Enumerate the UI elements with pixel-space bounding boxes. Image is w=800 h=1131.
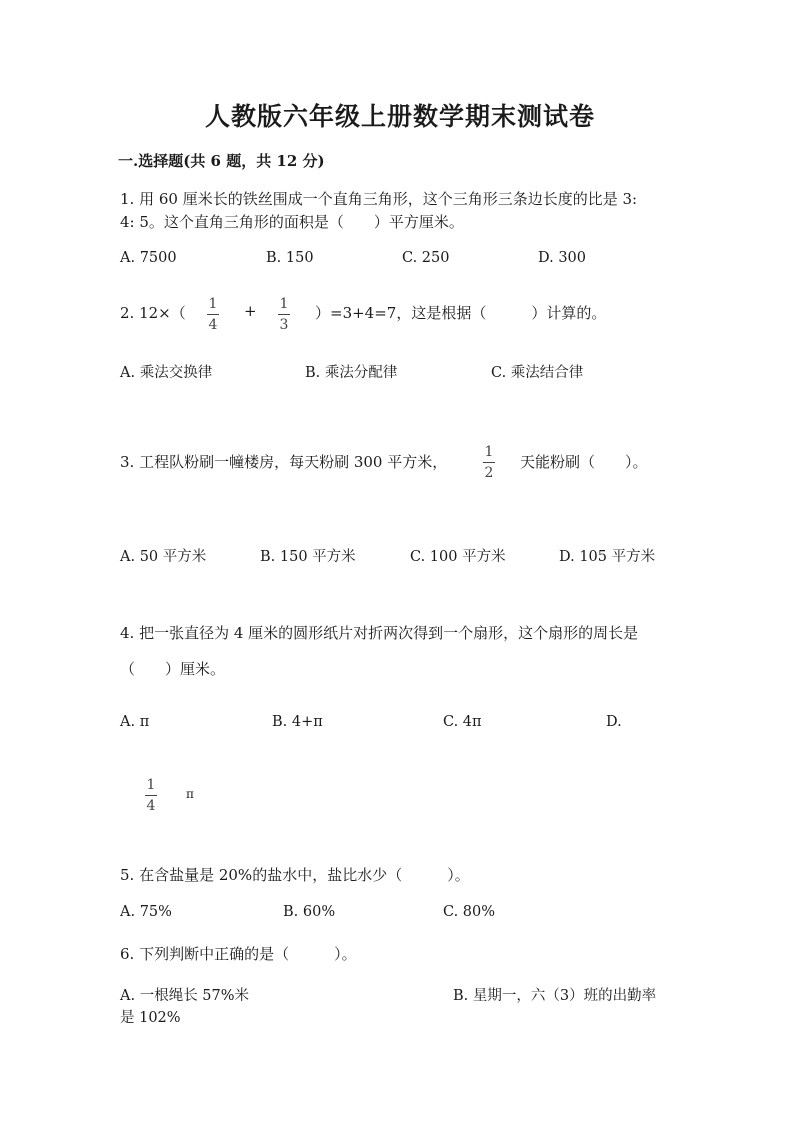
question-1-line-1: 1. 用 60 厘米长的铁丝围成一个直角三角形，这个三角形三条边长度的比是 3:: [120, 190, 638, 208]
fraction-denominator: 4: [208, 317, 218, 333]
question-1-option-b[interactable]: B. 150: [266, 250, 314, 266]
question-5-option-b[interactable]: B. 60%: [283, 904, 336, 920]
question-3-suffix: 天能粉刷（ ）。: [520, 453, 648, 471]
question-6-option-a[interactable]: A. 一根绳长 57%米: [120, 988, 250, 1004]
fraction-denominator: 3: [279, 317, 289, 333]
question-1-option-c[interactable]: C. 250: [402, 250, 450, 266]
question-6-option-b-continued: 是 102%: [120, 1010, 181, 1026]
question-4-line-1: 4. 把一张直径为 4 厘米的圆形纸片对折两次得到一个扇形，这个扇形的周长是: [120, 624, 639, 642]
question-6-text: 6. 下列判断中正确的是（ ）。: [120, 945, 357, 963]
question-1-option-d[interactable]: D. 300: [538, 250, 587, 266]
question-6-option-b[interactable]: B. 星期一，六（3）班的出勤率: [453, 988, 657, 1004]
question-4-option-d[interactable]: D.: [606, 714, 622, 730]
question-3-option-a[interactable]: A. 50 平方米: [120, 549, 207, 565]
fraction-bar: [483, 462, 495, 463]
fraction-bar: [145, 795, 157, 796]
question-1-line-2: 4: 5。这个直角三角形的面积是（ ）平方厘米。: [120, 213, 464, 231]
question-2-suffix: ）=3+4=7，这是根据（ ）计算的。: [315, 304, 607, 322]
question-3-option-d[interactable]: D. 105 平方米: [559, 549, 656, 565]
question-2-fraction-1: [207, 296, 219, 333]
fraction-numerator: 1: [146, 777, 156, 793]
question-4-option-c[interactable]: C. 4π: [443, 714, 482, 730]
fraction-bar: [207, 314, 219, 315]
question-3-option-b[interactable]: B. 150 平方米: [260, 549, 356, 565]
question-4-option-d-pi: π: [186, 787, 194, 801]
fraction-bar: [278, 314, 290, 315]
section-heading: 一.选择题(共 6 题，共 12 分): [118, 152, 325, 170]
question-5-option-a[interactable]: A. 75%: [120, 904, 172, 920]
question-2-option-a[interactable]: A. 乘法交换律: [120, 365, 213, 381]
question-2-option-c[interactable]: C. 乘法结合律: [491, 365, 584, 381]
page-title: 人教版六年级上册数学期末测试卷: [204, 102, 595, 131]
fraction-denominator: 4: [146, 798, 156, 814]
question-5-option-c[interactable]: C. 80%: [443, 904, 496, 920]
question-4-option-d-fraction: [145, 777, 157, 814]
question-2-plus: +: [244, 302, 257, 320]
question-2-fraction-2: [278, 296, 290, 333]
question-4-option-b[interactable]: B. 4+π: [272, 714, 323, 730]
question-3-fraction: [483, 444, 495, 481]
fraction-numerator: 1: [279, 296, 289, 312]
question-3-prefix: 3. 工程队粉刷一幢楼房，每天粉刷 300 平方米，: [120, 453, 448, 471]
question-1-option-a[interactable]: A. 7500: [120, 250, 177, 266]
fraction-denominator: 2: [484, 465, 494, 481]
question-4-option-a[interactable]: A. π: [120, 714, 150, 730]
fraction-numerator: 1: [208, 296, 218, 312]
question-5-text: 5. 在含盐量是 20%的盐水中，盐比水少（ ）。: [120, 866, 470, 884]
fraction-numerator: 1: [484, 444, 494, 460]
question-2-option-b[interactable]: B. 乘法分配律: [305, 365, 398, 381]
question-2-prefix: 2. 12×（: [120, 304, 186, 322]
question-3-option-c[interactable]: C. 100 平方米: [410, 549, 506, 565]
question-4-line-2: （ ）厘米。: [120, 660, 226, 678]
